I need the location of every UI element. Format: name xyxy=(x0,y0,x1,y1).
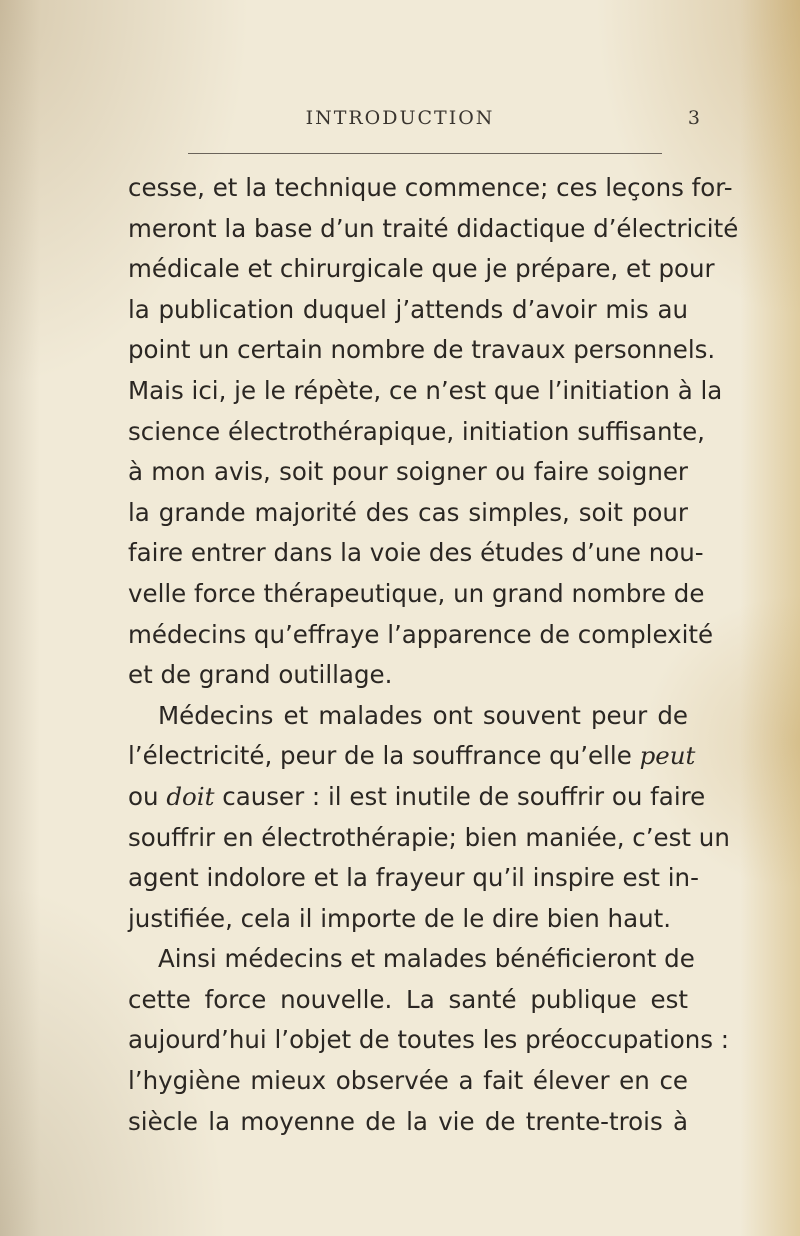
text-line: cesse, et la technique commence; ces leçons for- xyxy=(128,173,733,202)
text-line: meront la base d’un traité didactique d’électricité xyxy=(128,213,739,243)
text-line: à mon avis, soit pour soigner ou faire soigner xyxy=(128,457,688,487)
running-head xyxy=(100,103,700,143)
text-line-italic xyxy=(128,736,696,777)
text-line: Médecins et malades ont souvent peur de xyxy=(158,700,688,730)
text-line: agent indolore et la frayeur qu’il inspire est in- xyxy=(128,863,699,893)
text-line: science électrothérapique, initiation suffisante, xyxy=(128,416,705,446)
text-line: Ainsi médecins et malades bénéficieront de xyxy=(158,944,695,974)
body-text xyxy=(128,168,739,1142)
text-line: l’hygiène mieux observée a fait élever en ce xyxy=(128,1066,688,1096)
page-number: 3 xyxy=(687,107,700,129)
text-line: justifiée, cela il importe de le dire bien haut. xyxy=(128,903,672,933)
text-line: point un certain nombre de travaux personnels. xyxy=(128,335,716,365)
line-segment: causer : il est inutile de souffrir ou faire xyxy=(214,781,706,811)
text-line: médecins qu’effraye l’apparence de complexité xyxy=(128,619,714,649)
header-rule xyxy=(188,153,662,154)
header-title: INTRODUCTION xyxy=(305,107,495,129)
text-line: la publication duquel j’attends d’avoir mis au xyxy=(128,294,688,324)
text-line: faire entrer dans la voie des études d’une nou- xyxy=(128,538,704,568)
text-line: souffrir en électrothérapie; bien maniée, c’est un xyxy=(128,822,730,852)
text-line: et de grand outillage. xyxy=(128,660,393,690)
line-segment: ou xyxy=(128,781,167,811)
text-line: velle force thérapeutique, un grand nombre de xyxy=(128,578,705,608)
text-line: Mais ici, je le répète, ce n’est que l’initiation à la xyxy=(128,375,723,405)
text-line: médicale et chirurgicale que je prépare, et pour xyxy=(128,254,715,284)
text-line: siècle la moyenne de la vie de trente-trois à xyxy=(128,1106,688,1136)
text-line: la grande majorité des cas simples, soit pour xyxy=(128,497,688,527)
text-line: aujourd’hui l’objet de toutes les préoccupations : xyxy=(128,1025,730,1055)
text-line-italic xyxy=(128,777,706,818)
italic-word-doit: doit xyxy=(166,781,215,811)
text-line: cette force nouvelle. La santé publique est xyxy=(128,984,688,1014)
line-segment: l’électricité, peur de la souffrance qu’elle xyxy=(128,741,640,771)
italic-word-peut: peut xyxy=(639,741,696,771)
